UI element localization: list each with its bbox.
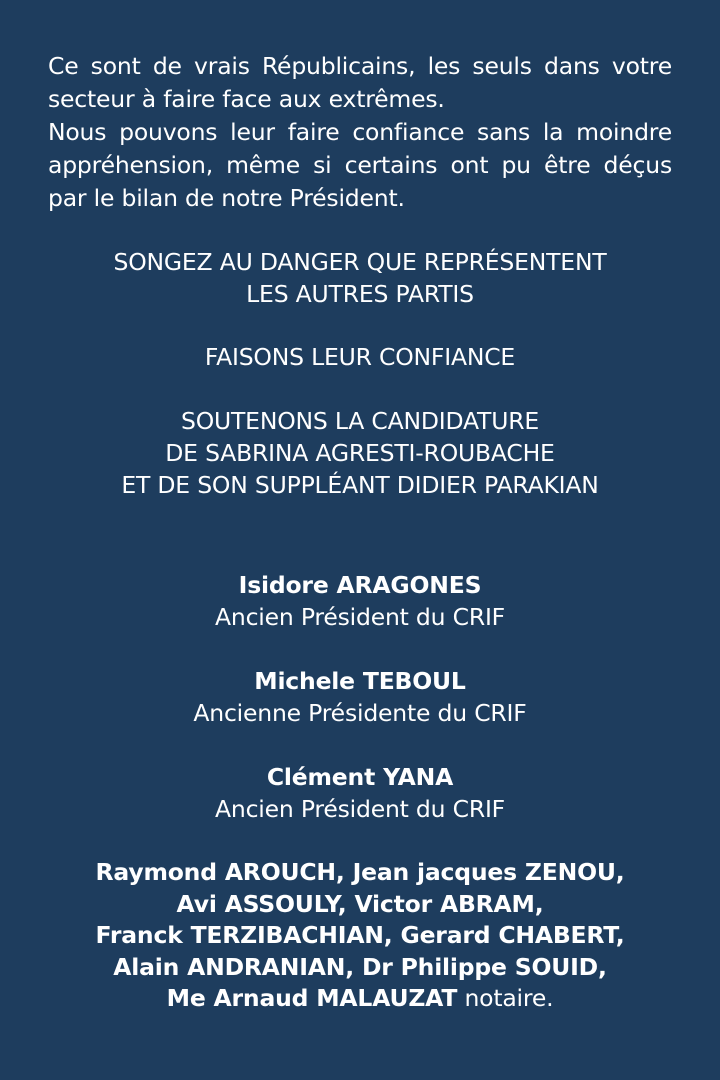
signatory-name: Michele TEBOUL [254, 667, 466, 695]
others-line-3: Franck TERZIBACHIAN, Gerard CHABERT, [95, 921, 625, 949]
others-line-4: Alain ANDRANIAN, Dr Philippe SOUID, [113, 952, 607, 981]
candidature-support [0, 405, 720, 501]
others-line-2: Avi ASSOULY, Victor ABRAM, [176, 889, 544, 918]
signatory-role: Ancien Président du CRIF [215, 795, 505, 823]
intro-paragraph-1: Ce sont de vrais Républicains, les seuls dans votre secteur à faire face aux extrêmes. [48, 52, 672, 113]
signatory [0, 665, 720, 729]
others-line-1: Raymond AROUCH, Jean jacques ZENOU, [95, 858, 625, 886]
candidature-line-2: DE SABRINA AGRESTI-ROUBACHE [165, 439, 555, 467]
trust-call: FAISONS LEUR CONFIANCE [204, 343, 516, 371]
signatory [0, 761, 720, 825]
other-signatories [0, 857, 720, 1015]
signatory-role: Ancienne Présidente du CRIF [193, 699, 527, 727]
others-line-5-title: notaire. [464, 984, 554, 1012]
danger-warning [0, 246, 720, 310]
others-line-5-name: Me Arnaud MALAUZAT [166, 984, 458, 1012]
intro-paragraph-2: Nous pouvons leur faire confiance sans la moindre appréhension, même si certains ont pu être déçus par le bilan de notre Président. [48, 118, 672, 212]
signatory-name: Clément YANA [266, 763, 454, 791]
danger-line-2: LES AUTRES PARTIS [246, 280, 474, 308]
signatory-role: Ancien Président du CRIF [215, 603, 505, 631]
signatory-name: Isidore ARAGONES [238, 571, 482, 599]
candidature-line-1: SOUTENONS LA CANDIDATURE [181, 407, 539, 435]
candidature-line-3: ET DE SON SUPPLÉANT DIDIER PARAKIAN [121, 471, 599, 499]
danger-line-1: SONGEZ AU DANGER QUE REPRÉSENTENT [113, 248, 607, 276]
intro-text [48, 50, 672, 215]
signatory [0, 569, 720, 633]
call-to-action [0, 246, 720, 532]
signatories [0, 569, 720, 1015]
